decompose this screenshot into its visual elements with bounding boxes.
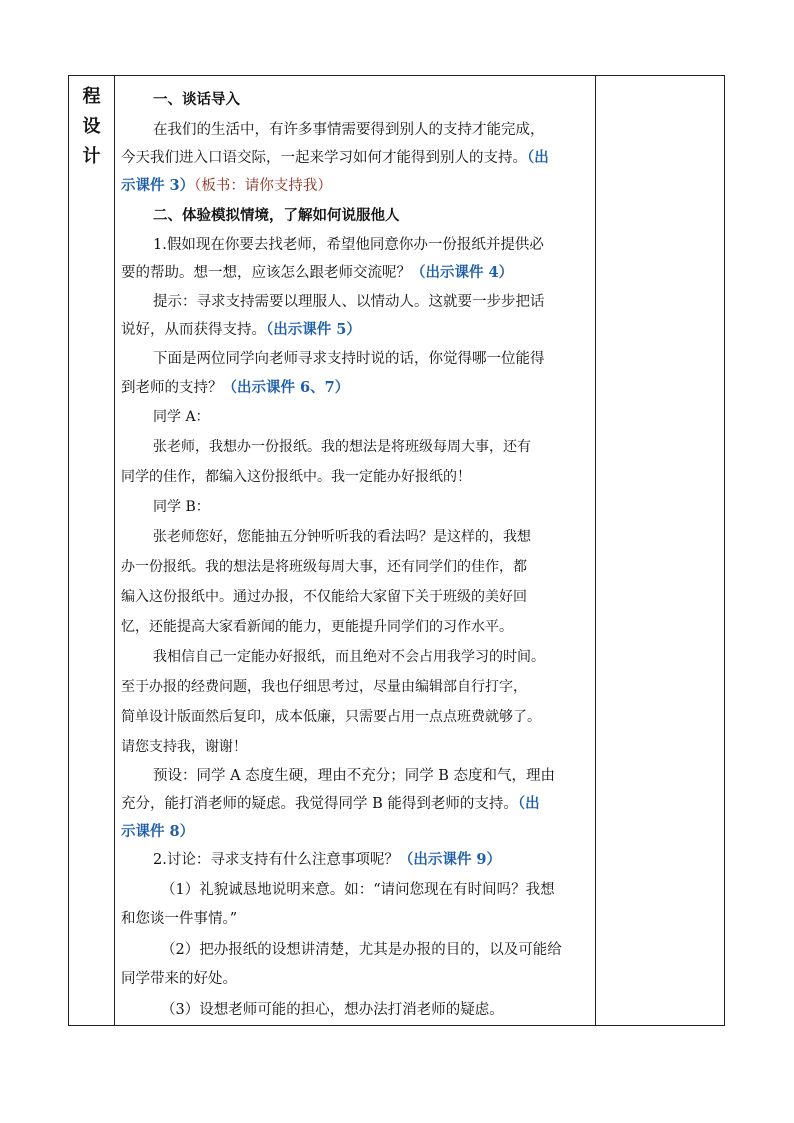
courseware-ref: 示课件 3） — [121, 177, 195, 194]
label-char: 计 — [82, 146, 101, 167]
quote-line: 张老师，我想办一份报纸。我的想法是将班级每周大事，还有 — [153, 439, 531, 455]
paragraph-line: 到老师的支持？（出示课件 6、7） — [121, 379, 350, 396]
paragraph-line: 今天我们进入口语交际，一起来学习如何才能得到别人的支持。（出 — [121, 149, 549, 166]
courseware-ref: （出 — [517, 795, 540, 812]
courseware-ref: （出示课件 9） — [398, 851, 501, 868]
quote-line: 忆，还能提高大家看新闻的能力，更能提升同学们的习作水平。 — [121, 619, 513, 635]
courseware-ref: （出示课件 5） — [266, 321, 361, 338]
paragraph-line: （1）礼貌诚恳地说明来意。如：“请问您现在有时间吗？我想 — [161, 882, 555, 898]
label-char: 设 — [82, 116, 101, 137]
quote-line: 请您支持我，谢谢！ — [121, 739, 247, 755]
quote-line: 张老师您好，您能抽五分钟听听我的看法吗？是这样的，我想 — [153, 529, 531, 545]
paragraph-line: 提示：寻求支持需要以理服人、以情动人。这就要一步步把话 — [153, 294, 545, 310]
paragraph-line: （2）把办报纸的设想讲清楚，尤其是办报的目的，以及可能给 — [161, 942, 562, 958]
courseware-ref: （出 — [527, 149, 549, 166]
paragraph-line — [121, 174, 590, 195]
courseware-ref: 示课件 8） — [121, 823, 195, 840]
quote-line: 我相信自己一定能办好报纸，而且绝对不会占用我学习的时间。 — [153, 649, 545, 665]
board-note: （板书：请你支持我） — [194, 178, 332, 194]
paragraph-line — [121, 820, 590, 841]
paragraph-line: 和您谈一件事情。” — [121, 911, 238, 927]
paragraph-line: （3）设想老师可能的担心，想办法打消老师的疑虑。 — [161, 1002, 504, 1018]
paragraph-line: 充分，能打消老师的疑虑。我觉得同学 B 能得到老师的支持。（出 — [121, 795, 540, 812]
paragraph-line: 在我们的生活中，有许多事情需要得到别人的支持才能完成， — [153, 122, 545, 138]
quote-line: 同学的佳作，都编入这份报纸中。我一定能办好报纸的！ — [121, 469, 471, 485]
paragraph-line: 2.讨论：寻求支持有什么注意事项呢？（出示课件 9） — [153, 851, 501, 868]
paragraph-line: 预设：同学 A 态度生硬，理由不充分；同学 B 态度和气，理由 — [153, 768, 556, 784]
column-divider — [114, 76, 115, 1025]
section-heading: 一、谈话导入 — [153, 91, 240, 108]
courseware-ref: （出示课件 6、7） — [222, 379, 350, 396]
paragraph-line: 同学带来的好处。 — [121, 971, 237, 987]
student-label: 同学 A： — [153, 409, 210, 425]
label-char: 程 — [82, 86, 101, 107]
paragraph-line: 说好，从而获得支持。（出示课件 5） — [121, 321, 361, 338]
paragraph-line: 要的帮助。想一想，应该怎么跟老师交流呢？（出示课件 4） — [121, 264, 514, 281]
quote-line: 简单设计版面然后复印，成本低廉，只需要占用一点点班费就够了。 — [121, 709, 541, 725]
quote-line: 至于办报的经费问题，我也仔细思考过，尽量由编辑部自行打字， — [121, 679, 527, 695]
section-heading: 二、体验模拟情境，了解如何说服他人 — [153, 207, 400, 224]
paragraph-line: 下面是两位同学向老师寻求支持时说的话，你觉得哪一位能得 — [153, 351, 545, 367]
quote-line: 编入这份报纸中。通过办报，不仅能给大家留下关于班级的美好回 — [121, 589, 527, 605]
paragraph-line: 1.假如现在你要去找老师，希望他同意你办一份报纸并提供必 — [153, 237, 544, 253]
courseware-ref: （出示课件 4） — [411, 264, 514, 281]
student-label: 同学 B： — [153, 499, 210, 515]
quote-line: 办一份报纸。我的想法是将班级每周大事，还有同学们的佳作，都 — [121, 559, 527, 575]
